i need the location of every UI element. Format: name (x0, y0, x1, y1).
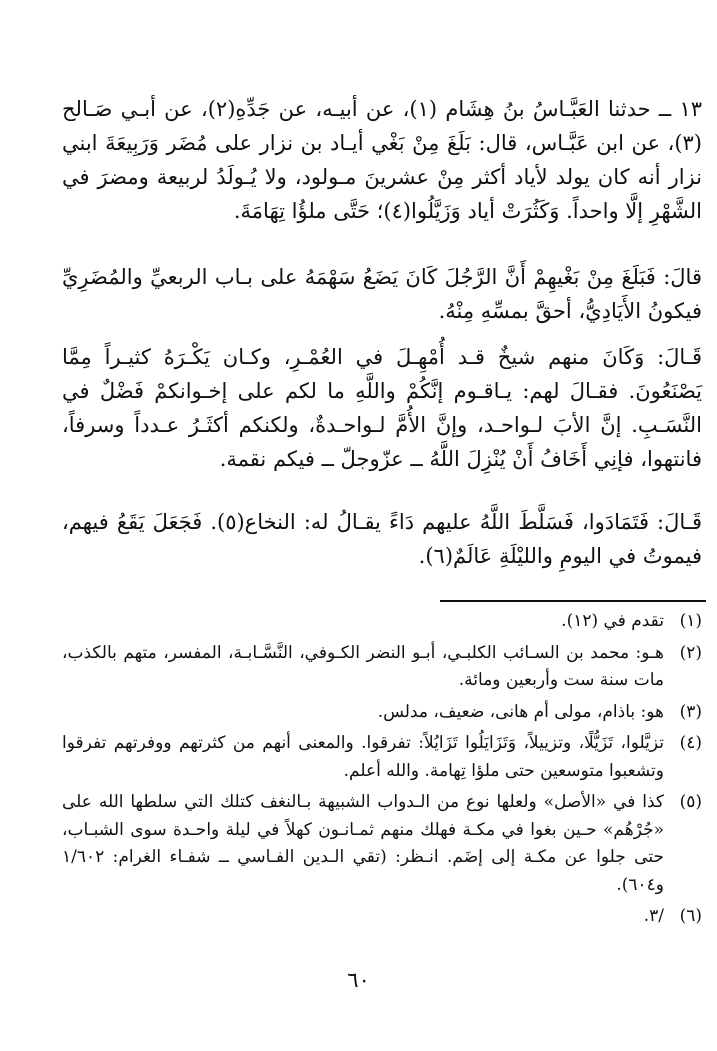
narration-paragraph: قَـالَ: فَتَمَادَوا، فَسَلَّطَ اللَّهُ عليهم دَاءً يقـالُ له: النخاع(٥). فَجَعَلَ يَقَعُ فيهم، فيموتُ في اليومِ والليْلَةِ عَالَمٌ(٦). (62, 510, 702, 568)
footnotes (62, 608, 702, 935)
footnote-separator (440, 600, 706, 602)
footnote (62, 730, 702, 785)
footnote-text: هو: باذام، مولى أم هانى، ضعيف، مدلس. (377, 701, 664, 722)
page-number: ٦٠ (347, 968, 370, 992)
footnote-text: تقدم في (١٢). (561, 611, 664, 631)
footnote-text: /٣. (643, 906, 664, 926)
footnote-text: هـو: محمد بن السـائب الكلبـي، أبـو النضر الكـوفي، النَّسَّـابـة، المفسر، متهم بالكذب، مات سنة ست وأربعين ومائة. (62, 642, 664, 690)
footnote-number: (٥) (679, 792, 702, 812)
footnote-number: (٤) (679, 733, 702, 753)
narration-paragraph: قَـالَ: وَكَانَ منهم شيخٌ قـد أُمْهِـلَ في العُمْـرِ، وكـان يَكْـرَهُ كثيـراً مِمَّا يَصْنَعُونَ. فقـالَ لهم: يـاقـوم إنَّكُمْ واللَّهِ ما لكم على إخـوانكمْ فَضْلٌ في النَّسَـبِ. إنَّ الأبَ لـواحـد، وإنَّ الأُمَّ لـواحـدةٌ، ولكنكم أكثَـرُ عـدداً وسرفاً، فانتهوا، فإنِي أَخَافُ أَنْ يُنْزِلَ اللَّهُ ــ عزّوجلّ ــ فيكم نقمة. (62, 345, 702, 471)
footnote-number: (٦) (679, 906, 702, 926)
footnote-number: (١) (679, 611, 702, 631)
footnote-text: كذا في «الأصل» ولعلها نوع من الـدواب الشبيهة بـالنغف كتلك التي سلطها الله على «جُرْهُم» حـين بغوا في مكـة فهلك منهم ثمـانـون كهلاً في ليلة واحـدة سوى الشبـاب، حتى جلوا عن مكـة إلى إضَم. انـظر: (تقي الـدين الفـاسي ــ شفـاء الغرام: ١/٦٠٢ و٦٠٤). (62, 792, 664, 895)
footnote-text: تزيَّلوا، تَزَيُّلًا، وتزييلاً، وَتَزَايَلُوا تَزَايُلاً: تفرقوا. والمعنى أنهم من كثرتهم ووفرتهم تفرقوا وتشعبوا متوسعين حتى ملؤا تِهامة. والله أعلم. (62, 733, 664, 781)
footnote (62, 903, 702, 931)
narration-paragraph: قالَ: فَبَلَغَ مِنْ بَغْيهِمْ أَنَّ الرَّجُلَ كَانَ يَضَعُ سَهْمَهُ على بـاب الربعيِّ والمُضَرِيِّ فيكونُ الأَيَادِيُّ، أحقَّ بمسِّهِ مِنْهُ. (62, 265, 702, 323)
narration-paragraph-13: ١٣ ــ حدثنا العَبَّـاسُ بنُ هِشَام (١)، عن أبيـه، عن جَدِّهِ(٢)، عن أبـي صَـالح (٣)، عن ابن عَبَّـاس، قال: بَلَغَ مِنْ بَغْي أيـاد بن نزار على مُضَر وَرَبِيعَةَ ابني نزار أنه كان يولد لأياد أكثر مِنْ عشرينَ مـولود، ولا يُـولَدُ لربيعة ومضرَ في الشَّهْرِ إلَّا واحداً. وَكَثُرَتْ أياد وَزَيَّلُوا(٤)؛ حَتَّى ملؤُا تِهَامَةَ. (62, 97, 702, 223)
footnote (62, 699, 702, 727)
footnote-number: (٣) (679, 701, 702, 722)
footnote (62, 608, 702, 636)
footnote (62, 640, 702, 695)
footnote-number: (٢) (679, 642, 702, 663)
footnote (62, 789, 702, 899)
